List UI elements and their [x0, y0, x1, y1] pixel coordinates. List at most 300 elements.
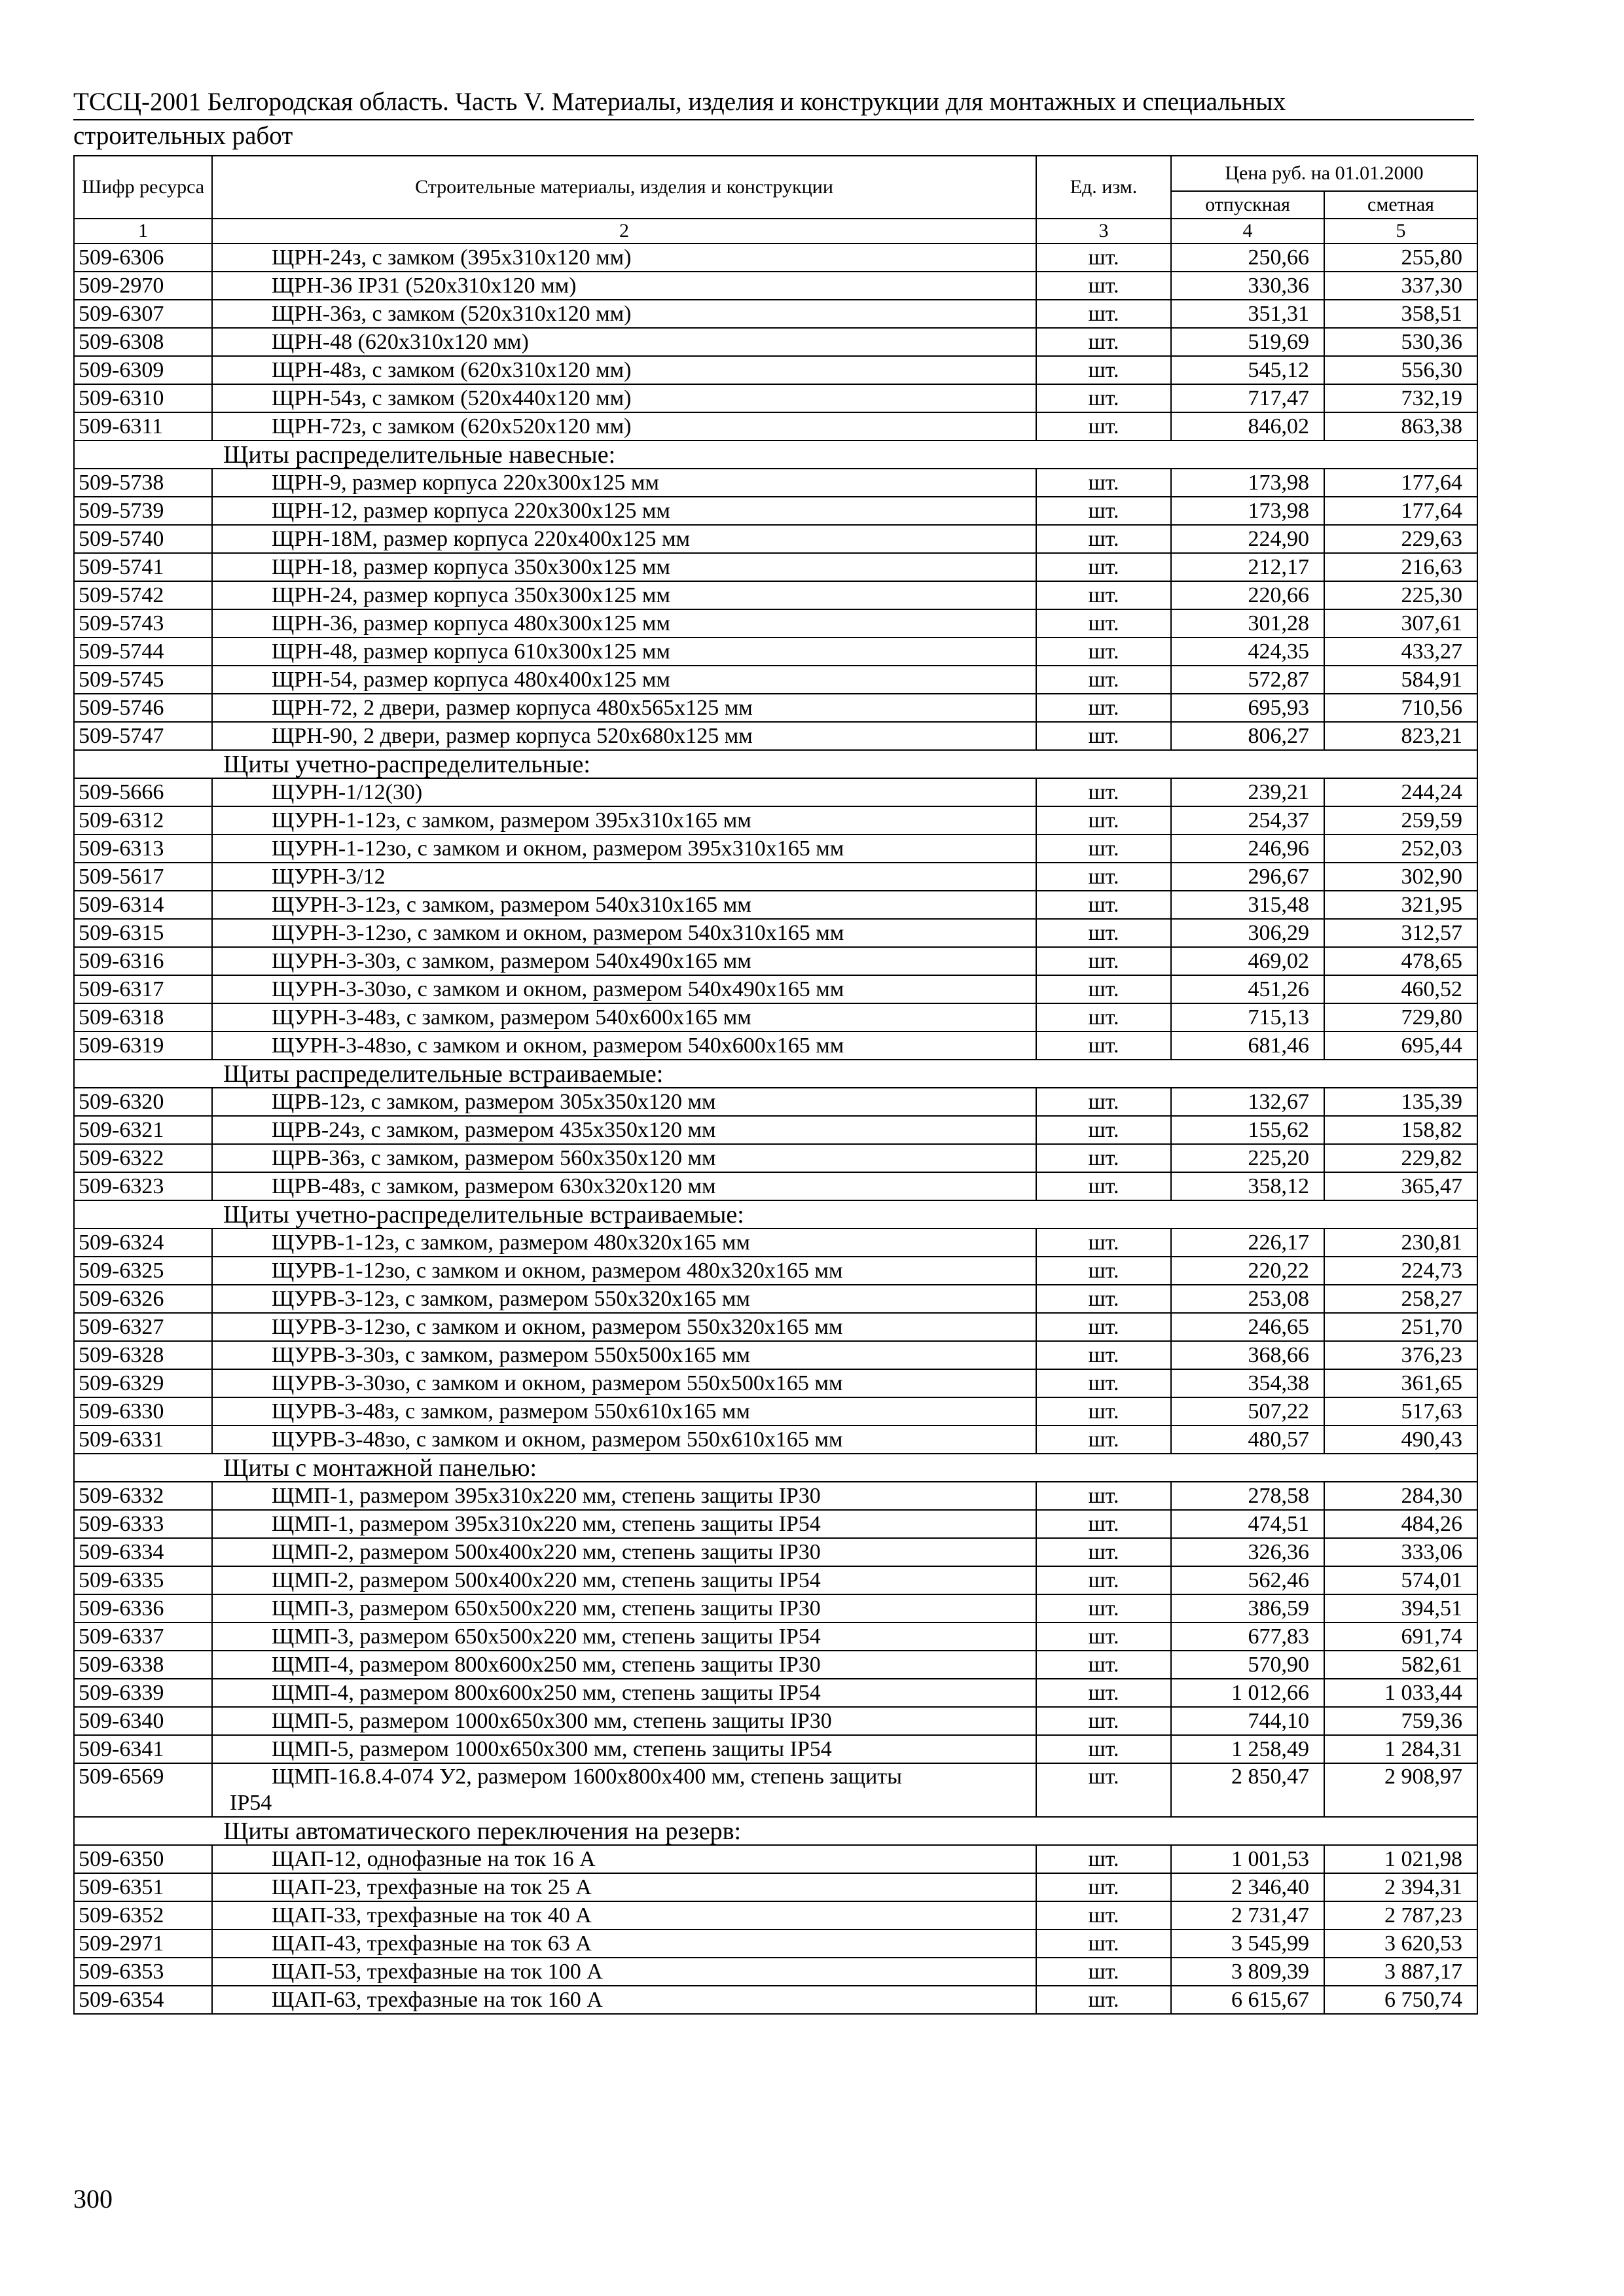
material-name-cell: ЩУРН-3/12	[212, 863, 1036, 891]
release-price-cell: 254,37	[1171, 806, 1324, 834]
release-price-cell: 806,27	[1171, 722, 1324, 750]
resource-code-cell: 509-5747	[74, 722, 212, 750]
material-name-cell: ЩУРВ-3-48зо, с замком и окном, размером 550х610х165 мм	[212, 1426, 1036, 1454]
release-price-cell: 1 258,49	[1171, 1735, 1324, 1763]
release-price-cell: 173,98	[1171, 469, 1324, 497]
unit-cell: шт.	[1036, 553, 1171, 581]
resource-code-cell: 509-6310	[74, 384, 212, 412]
material-name-cell: ЩРН-48з, с замком (620х310х120 мм)	[212, 356, 1036, 384]
release-price-cell: 570,90	[1171, 1651, 1324, 1679]
release-price-cell: 681,46	[1171, 1031, 1324, 1060]
material-name-cell: ЩРН-24, размер корпуса 350х300х125 мм	[212, 581, 1036, 609]
material-name-cell: ЩМП-3, размером 650х500х220 мм, степень защиты IP30	[212, 1594, 1036, 1623]
estimate-price-cell: 2 394,31	[1324, 1873, 1477, 1901]
unit-cell: шт.	[1036, 1679, 1171, 1707]
price-table	[73, 155, 1478, 2015]
material-name-cell: ЩРВ-24з, с замком, размером 435х350х120 мм	[212, 1116, 1036, 1144]
material-name-cell: ЩРН-72, 2 двери, размер корпуса 480х565х125 мм	[212, 694, 1036, 722]
unit-cell: шт.	[1036, 637, 1171, 666]
unit-cell: шт.	[1036, 694, 1171, 722]
estimate-price-cell: 365,47	[1324, 1172, 1477, 1200]
material-name-cell: ЩРН-36з, с замком (520х310х120 мм)	[212, 300, 1036, 328]
release-price-cell: 132,67	[1171, 1088, 1324, 1116]
resource-code-cell: 509-5744	[74, 637, 212, 666]
table-row	[74, 1510, 1477, 1538]
page-number: 300	[73, 2184, 113, 2214]
estimate-price-cell: 1 284,31	[1324, 1735, 1477, 1763]
resource-code-cell: 509-5738	[74, 469, 212, 497]
resource-code-cell: 509-6327	[74, 1313, 212, 1341]
release-price-cell: 250,66	[1171, 243, 1324, 272]
resource-code-cell: 509-6306	[74, 243, 212, 272]
resource-code-cell: 509-6320	[74, 1088, 212, 1116]
material-name-cell: ЩРН-18, размер корпуса 350х300х125 мм	[212, 553, 1036, 581]
estimate-price-cell: 230,81	[1324, 1229, 1477, 1257]
table-row	[74, 1594, 1477, 1623]
resource-code-cell: 509-6330	[74, 1397, 212, 1426]
material-name-cell: ЩУРН-3-48з, с замком, размером 540х600х165 мм	[212, 1003, 1036, 1031]
resource-code-cell: 509-6336	[74, 1594, 212, 1623]
material-name-cell: ЩАП-12, однофазные на ток 16 А	[212, 1845, 1036, 1873]
resource-code-cell: 509-5742	[74, 581, 212, 609]
release-price-cell: 744,10	[1171, 1707, 1324, 1735]
material-name-cell: ЩУРН-1-12зо, с замком и окном, размером 395х310х165 мм	[212, 834, 1036, 863]
estimate-price-cell: 3 620,53	[1324, 1929, 1477, 1958]
unit-cell: шт.	[1036, 243, 1171, 272]
col-header-name: Строительные материалы, изделия и конструкции	[212, 156, 1036, 219]
resource-code-cell: 509-6313	[74, 834, 212, 863]
unit-cell: шт.	[1036, 919, 1171, 947]
material-name-cell: ЩМП-5, размером 1000х650х300 мм, степень защиты IP54	[212, 1735, 1036, 1763]
estimate-price-cell: 3 887,17	[1324, 1958, 1477, 1986]
material-name-cell: ЩАП-63, трехфазные на ток 160 А	[212, 1986, 1036, 2014]
material-name-cell: ЩРН-12, размер корпуса 220х300х125 мм	[212, 497, 1036, 525]
table-row	[74, 1426, 1477, 1454]
release-price-cell: 1 012,66	[1171, 1679, 1324, 1707]
section-header-row	[74, 750, 1477, 778]
estimate-price-cell: 1 033,44	[1324, 1679, 1477, 1707]
table-row	[74, 1369, 1477, 1397]
material-name-cell: ЩМП-3, размером 650х500х220 мм, степень защиты IP54	[212, 1623, 1036, 1651]
release-price-cell: 3 809,39	[1171, 1958, 1324, 1986]
table-row	[74, 666, 1477, 694]
resource-code-cell: 509-6353	[74, 1958, 212, 1986]
release-price-cell: 220,22	[1171, 1257, 1324, 1285]
table-row	[74, 1003, 1477, 1031]
resource-code-cell: 509-6317	[74, 975, 212, 1003]
material-name-cell: ЩРН-9, размер корпуса 220х300х125 мм	[212, 469, 1036, 497]
table-row	[74, 525, 1477, 553]
release-price-cell: 326,36	[1171, 1538, 1324, 1566]
col-header-price-group: Цена руб. на 01.01.2000	[1171, 156, 1477, 191]
unit-cell: шт.	[1036, 1285, 1171, 1313]
material-name-cell: ЩРН-48 (620х310х120 мм)	[212, 328, 1036, 356]
estimate-price-cell: 255,80	[1324, 243, 1477, 272]
table-row	[74, 469, 1477, 497]
table-row	[74, 1958, 1477, 1986]
release-price-cell: 368,66	[1171, 1341, 1324, 1369]
estimate-price-cell: 135,39	[1324, 1088, 1477, 1116]
release-price-cell: 6 615,67	[1171, 1986, 1324, 2014]
estimate-price-cell: 695,44	[1324, 1031, 1477, 1060]
estimate-price-cell: 229,63	[1324, 525, 1477, 553]
release-price-cell: 717,47	[1171, 384, 1324, 412]
unit-cell: шт.	[1036, 1566, 1171, 1594]
resource-code-cell: 509-2970	[74, 272, 212, 300]
table-row	[74, 1623, 1477, 1651]
table-row	[74, 1538, 1477, 1566]
table-row	[74, 384, 1477, 412]
resource-code-cell: 509-6337	[74, 1623, 212, 1651]
estimate-price-cell: 361,65	[1324, 1369, 1477, 1397]
table-row	[74, 1116, 1477, 1144]
col-header-price-estimate: сметная	[1324, 191, 1477, 219]
material-name-cell: ЩУРВ-3-30з, с замком, размером 550х500х165 мм	[212, 1341, 1036, 1369]
table-row	[74, 834, 1477, 863]
estimate-price-cell: 729,80	[1324, 1003, 1477, 1031]
release-price-cell: 846,02	[1171, 412, 1324, 440]
estimate-price-cell: 6 750,74	[1324, 1986, 1477, 2014]
table-row	[74, 581, 1477, 609]
section-title: Щиты распределительные встраиваемые:	[74, 1060, 1477, 1088]
col-number-5: 5	[1324, 219, 1477, 243]
release-price-cell: 519,69	[1171, 328, 1324, 356]
table-row	[74, 497, 1477, 525]
material-name-cell: ЩМП-2, размером 500х400х220 мм, степень защиты IP30	[212, 1538, 1036, 1566]
material-name-cell: ЩМП-1, размером 395х310х220 мм, степень защиты IP54	[212, 1510, 1036, 1538]
resource-code-cell: 509-6354	[74, 1986, 212, 2014]
estimate-price-cell: 302,90	[1324, 863, 1477, 891]
estimate-price-cell: 321,95	[1324, 891, 1477, 919]
unit-cell: шт.	[1036, 1426, 1171, 1454]
table-row	[74, 328, 1477, 356]
material-name-cell: ЩРН-36 IP31 (520х310х120 мм)	[212, 272, 1036, 300]
unit-cell: шт.	[1036, 300, 1171, 328]
table-row	[74, 1088, 1477, 1116]
table-row	[74, 722, 1477, 750]
material-name-cell: ЩРН-90, 2 двери, размер корпуса 520х680х125 мм	[212, 722, 1036, 750]
release-price-cell: 354,38	[1171, 1369, 1324, 1397]
resource-code-cell: 509-6350	[74, 1845, 212, 1873]
resource-code-cell: 509-6569	[74, 1763, 212, 1817]
header-title-line2: строительных работ	[73, 122, 293, 150]
table-row	[74, 1397, 1477, 1426]
unit-cell: шт.	[1036, 1763, 1171, 1817]
estimate-price-cell: 478,65	[1324, 947, 1477, 975]
unit-cell: шт.	[1036, 1172, 1171, 1200]
estimate-price-cell: 394,51	[1324, 1594, 1477, 1623]
estimate-price-cell: 177,64	[1324, 469, 1477, 497]
resource-code-cell: 509-6319	[74, 1031, 212, 1060]
resource-code-cell: 509-6333	[74, 1510, 212, 1538]
resource-code-cell: 509-6312	[74, 806, 212, 834]
table-row	[74, 272, 1477, 300]
estimate-price-cell: 490,43	[1324, 1426, 1477, 1454]
price-table-container	[73, 155, 1478, 2015]
unit-cell: шт.	[1036, 1116, 1171, 1144]
resource-code-cell: 509-6307	[74, 300, 212, 328]
table-row	[74, 1651, 1477, 1679]
col-header-price-release: отпускная	[1171, 191, 1324, 219]
release-price-cell: 2 731,47	[1171, 1901, 1324, 1929]
release-price-cell: 246,65	[1171, 1313, 1324, 1341]
estimate-price-cell: 358,51	[1324, 300, 1477, 328]
unit-cell: шт.	[1036, 328, 1171, 356]
release-price-cell: 562,46	[1171, 1566, 1324, 1594]
table-row	[74, 1341, 1477, 1369]
release-price-cell: 469,02	[1171, 947, 1324, 975]
resource-code-cell: 509-5743	[74, 609, 212, 637]
table-row	[74, 1873, 1477, 1901]
estimate-price-cell: 312,57	[1324, 919, 1477, 947]
material-name-cell	[212, 1763, 1036, 1817]
resource-code-cell: 509-6335	[74, 1566, 212, 1594]
table-row	[74, 694, 1477, 722]
section-title: Щиты распределительные навесные:	[74, 440, 1477, 469]
estimate-price-cell: 863,38	[1324, 412, 1477, 440]
material-name-line2: IP54	[230, 1791, 272, 1815]
material-name-cell: ЩРН-18М, размер корпуса 220х400х125 мм	[212, 525, 1036, 553]
material-name-cell: ЩУРН-3-12зо, с замком и окном, размером 540х310х165 мм	[212, 919, 1036, 947]
col-number-3: 3	[1036, 219, 1171, 243]
estimate-price-cell: 225,30	[1324, 581, 1477, 609]
material-name-cell: ЩУРВ-3-12з, с замком, размером 550х320х165 мм	[212, 1285, 1036, 1313]
unit-cell: шт.	[1036, 1958, 1171, 1986]
material-name-cell: ЩУРН-3-30зо, с замком и окном, размером 540х490х165 мм	[212, 975, 1036, 1003]
release-price-cell: 1 001,53	[1171, 1845, 1324, 1873]
release-price-cell: 358,12	[1171, 1172, 1324, 1200]
section-header-row	[74, 1200, 1477, 1229]
unit-cell: шт.	[1036, 1651, 1171, 1679]
table-row	[74, 1735, 1477, 1763]
unit-cell: шт.	[1036, 1341, 1171, 1369]
col-number-2: 2	[212, 219, 1036, 243]
resource-code-cell: 509-6308	[74, 328, 212, 356]
unit-cell: шт.	[1036, 1397, 1171, 1426]
material-name-line1: ЩМП-16.8.4-074 У2, размером 1600х800х400 мм, степень защиты	[272, 1765, 902, 1789]
release-price-cell: 474,51	[1171, 1510, 1324, 1538]
release-price-cell: 224,90	[1171, 525, 1324, 553]
unit-cell: шт.	[1036, 1257, 1171, 1285]
unit-cell: шт.	[1036, 1929, 1171, 1958]
estimate-price-cell: 376,23	[1324, 1341, 1477, 1369]
material-name-cell: ЩАП-23, трехфазные на ток 25 А	[212, 1873, 1036, 1901]
resource-code-cell: 509-6309	[74, 356, 212, 384]
table-row	[74, 1679, 1477, 1707]
unit-cell: шт.	[1036, 1482, 1171, 1510]
estimate-price-cell: 337,30	[1324, 272, 1477, 300]
resource-code-cell: 509-5617	[74, 863, 212, 891]
material-name-cell: ЩРН-24з, с замком (395х310х120 мм)	[212, 243, 1036, 272]
unit-cell: шт.	[1036, 581, 1171, 609]
unit-cell: шт.	[1036, 1510, 1171, 1538]
table-row	[74, 947, 1477, 975]
estimate-price-cell: 284,30	[1324, 1482, 1477, 1510]
release-price-cell: 296,67	[1171, 863, 1324, 891]
release-price-cell: 480,57	[1171, 1426, 1324, 1454]
unit-cell: шт.	[1036, 1594, 1171, 1623]
release-price-cell: 451,26	[1171, 975, 1324, 1003]
material-name-cell: ЩУРН-1/12(30)	[212, 778, 1036, 806]
release-price-cell: 330,36	[1171, 272, 1324, 300]
estimate-price-cell: 710,56	[1324, 694, 1477, 722]
estimate-price-cell: 484,26	[1324, 1510, 1477, 1538]
material-name-cell: ЩАП-53, трехфазные на ток 100 А	[212, 1958, 1036, 1986]
unit-cell: шт.	[1036, 834, 1171, 863]
resource-code-cell: 509-6323	[74, 1172, 212, 1200]
resource-code-cell: 509-6324	[74, 1229, 212, 1257]
release-price-cell: 572,87	[1171, 666, 1324, 694]
resource-code-cell: 509-6325	[74, 1257, 212, 1285]
estimate-price-cell: 251,70	[1324, 1313, 1477, 1341]
release-price-cell: 226,17	[1171, 1229, 1324, 1257]
table-row	[74, 975, 1477, 1003]
unit-cell: шт.	[1036, 1845, 1171, 1873]
unit-cell: шт.	[1036, 497, 1171, 525]
estimate-price-cell: 433,27	[1324, 637, 1477, 666]
unit-cell: шт.	[1036, 666, 1171, 694]
unit-cell: шт.	[1036, 1873, 1171, 1901]
resource-code-cell: 509-6318	[74, 1003, 212, 1031]
material-name-cell: ЩУРН-1-12з, с замком, размером 395х310х165 мм	[212, 806, 1036, 834]
unit-cell: шт.	[1036, 1144, 1171, 1172]
unit-cell: шт.	[1036, 1901, 1171, 1929]
unit-cell: шт.	[1036, 947, 1171, 975]
material-name-cell: ЩУРВ-3-30зо, с замком и окном, размером 550х500х165 мм	[212, 1369, 1036, 1397]
material-name-cell: ЩМП-1, размером 395х310х220 мм, степень защиты IP30	[212, 1482, 1036, 1510]
table-row	[74, 1901, 1477, 1929]
estimate-price-cell: 460,52	[1324, 975, 1477, 1003]
section-header-row	[74, 1060, 1477, 1088]
table-row	[74, 1482, 1477, 1510]
release-price-cell: 424,35	[1171, 637, 1324, 666]
unit-cell: шт.	[1036, 891, 1171, 919]
unit-cell: шт.	[1036, 1986, 1171, 2014]
section-title: Щиты автоматического переключения на резерв:	[74, 1817, 1477, 1845]
table-row	[74, 553, 1477, 581]
material-name-cell: ЩАП-43, трехфазные на ток 63 А	[212, 1929, 1036, 1958]
unit-cell: шт.	[1036, 272, 1171, 300]
unit-cell: шт.	[1036, 1707, 1171, 1735]
resource-code-cell: 509-6334	[74, 1538, 212, 1566]
estimate-price-cell: 691,74	[1324, 1623, 1477, 1651]
release-price-cell: 545,12	[1171, 356, 1324, 384]
resource-code-cell: 509-6326	[74, 1285, 212, 1313]
table-row	[74, 806, 1477, 834]
unit-cell: шт.	[1036, 722, 1171, 750]
estimate-price-cell: 584,91	[1324, 666, 1477, 694]
col-number-1: 1	[74, 219, 212, 243]
release-price-cell: 386,59	[1171, 1594, 1324, 1623]
estimate-price-cell: 229,82	[1324, 1144, 1477, 1172]
table-row	[74, 1763, 1477, 1817]
table-row	[74, 1566, 1477, 1594]
col-header-unit: Ед. изм.	[1036, 156, 1171, 219]
material-name-cell: ЩУРВ-3-12зо, с замком и окном, размером 550х320х165 мм	[212, 1313, 1036, 1341]
material-name-cell: ЩРВ-12з, с замком, размером 305х350х120 мм	[212, 1088, 1036, 1116]
table-row	[74, 609, 1477, 637]
estimate-price-cell: 823,21	[1324, 722, 1477, 750]
table-body	[74, 243, 1477, 2014]
material-name-cell: ЩАП-33, трехфазные на ток 40 А	[212, 1901, 1036, 1929]
resource-code-cell: 509-6314	[74, 891, 212, 919]
release-price-cell: 507,22	[1171, 1397, 1324, 1426]
material-name-cell: ЩРН-54з, с замком (520х440х120 мм)	[212, 384, 1036, 412]
resource-code-cell: 509-5745	[74, 666, 212, 694]
table-row	[74, 778, 1477, 806]
estimate-price-cell: 252,03	[1324, 834, 1477, 863]
release-price-cell: 315,48	[1171, 891, 1324, 919]
section-title: Щиты учетно-распределительные:	[74, 750, 1477, 778]
estimate-price-cell: 1 021,98	[1324, 1845, 1477, 1873]
resource-code-cell: 509-5740	[74, 525, 212, 553]
resource-code-cell: 509-6338	[74, 1651, 212, 1679]
estimate-price-cell: 2 787,23	[1324, 1901, 1477, 1929]
table-row	[74, 891, 1477, 919]
unit-cell: шт.	[1036, 975, 1171, 1003]
unit-cell: шт.	[1036, 1623, 1171, 1651]
section-title: Щиты с монтажной панелью:	[74, 1454, 1477, 1482]
unit-cell: шт.	[1036, 1538, 1171, 1566]
resource-code-cell: 509-6341	[74, 1735, 212, 1763]
resource-code-cell: 509-5746	[74, 694, 212, 722]
resource-code-cell: 509-5741	[74, 553, 212, 581]
table-row	[74, 1144, 1477, 1172]
release-price-cell: 301,28	[1171, 609, 1324, 637]
release-price-cell: 220,66	[1171, 581, 1324, 609]
resource-code-cell: 509-6340	[74, 1707, 212, 1735]
table-row	[74, 1845, 1477, 1873]
estimate-price-cell: 224,73	[1324, 1257, 1477, 1285]
release-price-cell: 278,58	[1171, 1482, 1324, 1510]
resource-code-cell: 509-6316	[74, 947, 212, 975]
resource-code-cell: 509-6339	[74, 1679, 212, 1707]
resource-code-cell: 509-6321	[74, 1116, 212, 1144]
table-row	[74, 1031, 1477, 1060]
estimate-price-cell: 244,24	[1324, 778, 1477, 806]
release-price-cell: 239,21	[1171, 778, 1324, 806]
unit-cell: шт.	[1036, 1088, 1171, 1116]
table-row	[74, 1172, 1477, 1200]
table-row	[74, 863, 1477, 891]
resource-code-cell: 509-6315	[74, 919, 212, 947]
estimate-price-cell: 216,63	[1324, 553, 1477, 581]
release-price-cell: 225,20	[1171, 1144, 1324, 1172]
table-row	[74, 243, 1477, 272]
estimate-price-cell: 158,82	[1324, 1116, 1477, 1144]
material-name-cell: ЩРН-48, размер корпуса 610х300х125 мм	[212, 637, 1036, 666]
material-name-cell: ЩМП-4, размером 800х600х250 мм, степень защиты IP30	[212, 1651, 1036, 1679]
section-header-row	[74, 1817, 1477, 1845]
material-name-cell: ЩУРН-3-12з, с замком, размером 540х310х165 мм	[212, 891, 1036, 919]
table-row	[74, 1707, 1477, 1735]
material-name-cell: ЩМП-2, размером 500х400х220 мм, степень защиты IP54	[212, 1566, 1036, 1594]
material-name-cell: ЩУРВ-1-12з, с замком, размером 480х320х165 мм	[212, 1229, 1036, 1257]
header-title-line1: ТССЦ-2001 Белгородская область. Часть V. Материалы, изделия и конструкции для монтажных и специальных	[73, 86, 1474, 120]
release-price-cell: 212,17	[1171, 553, 1324, 581]
unit-cell: шт.	[1036, 863, 1171, 891]
release-price-cell: 677,83	[1171, 1623, 1324, 1651]
material-name-cell: ЩМП-4, размером 800х600х250 мм, степень защиты IP54	[212, 1679, 1036, 1707]
estimate-price-cell: 582,61	[1324, 1651, 1477, 1679]
release-price-cell: 3 545,99	[1171, 1929, 1324, 1958]
resource-code-cell: 509-2971	[74, 1929, 212, 1958]
table-row	[74, 1229, 1477, 1257]
resource-code-cell: 509-6351	[74, 1873, 212, 1901]
resource-code-cell: 509-6332	[74, 1482, 212, 1510]
release-price-cell: 695,93	[1171, 694, 1324, 722]
material-name-cell: ЩРН-72з, с замком (620х520х120 мм)	[212, 412, 1036, 440]
